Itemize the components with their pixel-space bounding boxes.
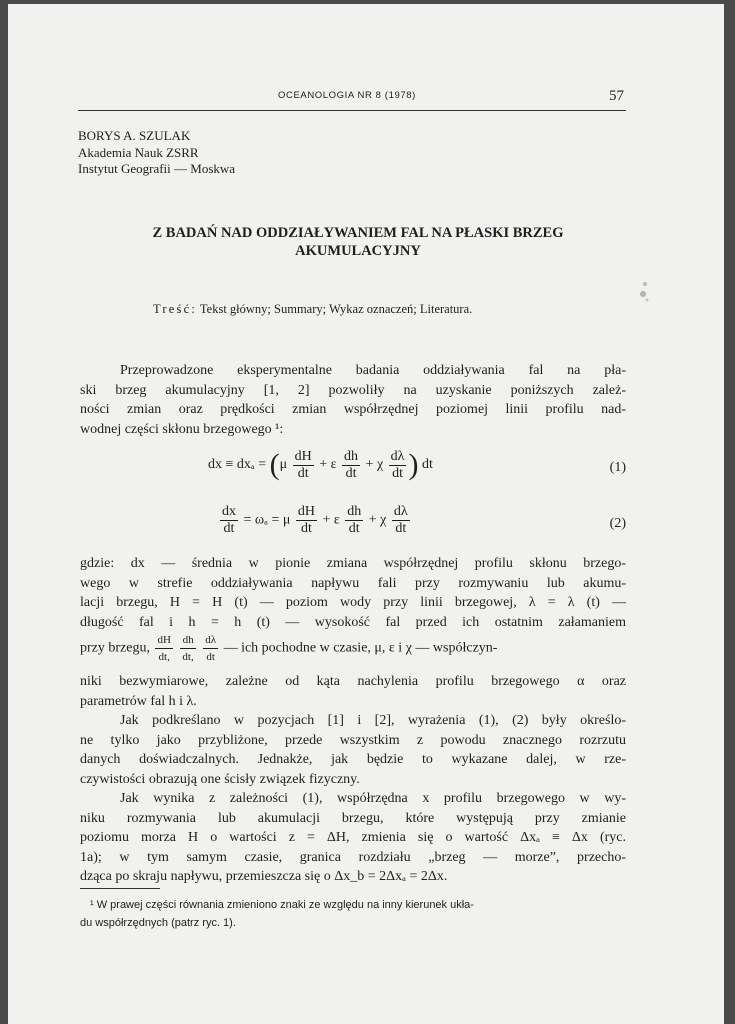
eq1-chi: + χ xyxy=(365,457,384,473)
eq2-fraction-dh xyxy=(345,504,363,537)
eq1-fraction-dH xyxy=(293,449,314,482)
text-line: 1a); w tym samym czasie, granica rozdziału „brzeg — morze”, przecho- xyxy=(80,849,626,865)
contents-label: Treść: xyxy=(153,302,197,316)
text-line: niki bezwymiarowe, zależne od kąta nachylenia profilu brzegowego α oraz xyxy=(80,674,626,689)
text-line: dząca po skraju napływu, przemieszcza się o Δx_b = 2Δxₐ = 2Δx. xyxy=(80,869,448,884)
author-name: BORYS A. SZULAK xyxy=(78,128,191,143)
text-line: gdzie: dx — średnia w pionie zmiana współrzędnej profilu skłonu brzego- xyxy=(80,556,626,571)
denominator: dt, xyxy=(158,651,170,663)
numerator: dh xyxy=(180,632,195,649)
equation-1-number: (1) xyxy=(609,460,626,475)
denominator: dt xyxy=(223,521,235,536)
title-line-2: AKUMULACYJNY xyxy=(295,243,421,259)
equation-1-body: dx ≡ dxₐ = (μ $\frac{dH}{dt}$ + ε $\frac{dh}{dt}$ + χ $\frac{d\lambda}{dt}$ ) dt xyxy=(208,448,433,481)
text-line: długość fal i h = h (t) — wysokość fal przed ich ostatnim załamaniem xyxy=(80,614,626,630)
text-line: poziomu morza H o wartości z = ΔH, zmienia się o wartość Δxₐ ≡ Δx (ryc. xyxy=(80,830,626,845)
text-line: ności zmian oraz prędkości zmian współrzędnej poziomej linii profilu nad- xyxy=(80,402,626,417)
author-institution: Akademia Nauk ZSRR xyxy=(78,144,199,160)
eq2-fraction-dx xyxy=(220,504,238,537)
footnote-line: ¹ W prawej części równania zmieniono znaki ze względu na inny kierunek ukła- xyxy=(90,899,474,911)
eq2-fraction-dH xyxy=(296,504,317,537)
denominator: dt, xyxy=(182,651,194,663)
eq1-lhs: dx ≡ dxₐ = xyxy=(208,457,267,473)
contents-text: Tekst główny; Summary; Wykaz oznaczeń; Literatura. xyxy=(199,302,473,316)
eq1-mu: μ xyxy=(279,457,288,473)
text-line: lacji brzegu, H = H (t) — poziom wody przy linii brzegowej, λ = λ (t) — xyxy=(80,595,626,610)
author-block xyxy=(78,128,235,178)
ink-smudge-mark xyxy=(636,276,654,306)
numerator: dλ xyxy=(203,632,218,649)
eq1-fraction-dh xyxy=(342,449,360,482)
equation-2-body xyxy=(218,504,412,537)
numerator: dh xyxy=(347,504,362,519)
deriv-fraction-dH xyxy=(155,632,172,665)
numerator: dλ xyxy=(390,448,405,464)
deriv-post: — ich pochodne w czasie, μ, ε i χ — współczyn- xyxy=(223,640,498,656)
denominator: dt xyxy=(345,465,357,481)
text-line: czywistości obrazują one ścisły związek fizyczny. xyxy=(80,771,360,787)
text-line: Przeprowadzone eksperymentalne badania oddziaływania fal na pła- xyxy=(120,363,626,378)
definitions-continued xyxy=(80,672,626,887)
denominator: dt xyxy=(348,521,360,536)
equation-2-number: (2) xyxy=(609,516,626,531)
footnote-divider xyxy=(80,888,160,889)
denominator: dt xyxy=(392,465,403,481)
eq2-mid: = ωₐ = μ xyxy=(243,512,291,528)
numerator: dλ xyxy=(393,504,408,519)
denominator: dt xyxy=(300,521,312,536)
title-line-1: Z BADAŃ NAD ODDZIAŁYWANIEM FAL NA PŁASKI BRZEG xyxy=(152,225,564,241)
author-institute: Instytut Geografii — Moskwa xyxy=(78,161,236,176)
equation-2 xyxy=(78,504,628,552)
page-number: 57 xyxy=(609,88,624,104)
text-line: Jak wynika z zależności (1), współrzędna x profilu brzegowego w wy- xyxy=(120,791,626,806)
deriv-pre: przy brzegu, xyxy=(80,640,150,656)
eq2-fraction-dlambda xyxy=(392,504,410,537)
text-line: wodnej części skłonu brzegowego ¹: xyxy=(80,421,284,437)
numerator: dH xyxy=(155,632,172,649)
numerator: dH xyxy=(297,504,315,519)
numerator: dh xyxy=(344,448,359,464)
text-line: danych doświadczalnych. Jednakże, jak będzie to wykazane dalej, w rze- xyxy=(80,752,626,767)
text-line: Jak podkreślano w pozycjach [1] i [2], wyrażenia (1), (2) były określo- xyxy=(120,713,626,728)
denominator: dt xyxy=(206,651,215,663)
text-line: wego w strefie oddziaływania napływu fali przy rozmywaniu lub akumu- xyxy=(80,575,626,591)
footnote xyxy=(80,896,626,932)
footnote-line: du współrzędnych (patrz ryc. 1). xyxy=(80,917,236,929)
text-line: niku rozmywania lub akumulacji brzegu, które występują przy zmianie xyxy=(80,810,626,826)
document-page xyxy=(8,4,724,1024)
equation-1 xyxy=(78,448,628,496)
eq1-dt: dt xyxy=(421,457,433,473)
eq2-chi: + χ xyxy=(368,512,387,528)
numerator: dx xyxy=(222,504,236,519)
text-line: parametrów fal h i λ. xyxy=(80,693,197,709)
eq2-epsilon: + ε xyxy=(322,512,340,528)
denominator: dt xyxy=(297,465,309,481)
derivatives-line xyxy=(80,632,626,665)
contents-line xyxy=(153,302,472,317)
eq1-epsilon: + ε xyxy=(319,457,337,473)
eq1-fraction-dlambda xyxy=(389,449,407,482)
denominator: dt xyxy=(395,521,407,536)
text-line: ne tylko jako przybliżone, przede wszystkim z powodu znacznego rozrzutu xyxy=(80,732,626,748)
numerator: dH xyxy=(294,448,312,464)
deriv-fraction-dh xyxy=(180,632,195,665)
text-line: ski brzeg akumulacyjny [1, 2] pozwoliły na uzyskanie poniższych zależ- xyxy=(80,382,626,398)
paper-title xyxy=(78,224,638,260)
running-header xyxy=(78,86,626,111)
definitions-paragraph xyxy=(80,554,626,632)
journal-title: OCEANOLOGIA NR 8 (1978) xyxy=(278,90,416,101)
deriv-fraction-dlambda xyxy=(203,632,218,665)
intro-paragraph xyxy=(80,361,626,439)
